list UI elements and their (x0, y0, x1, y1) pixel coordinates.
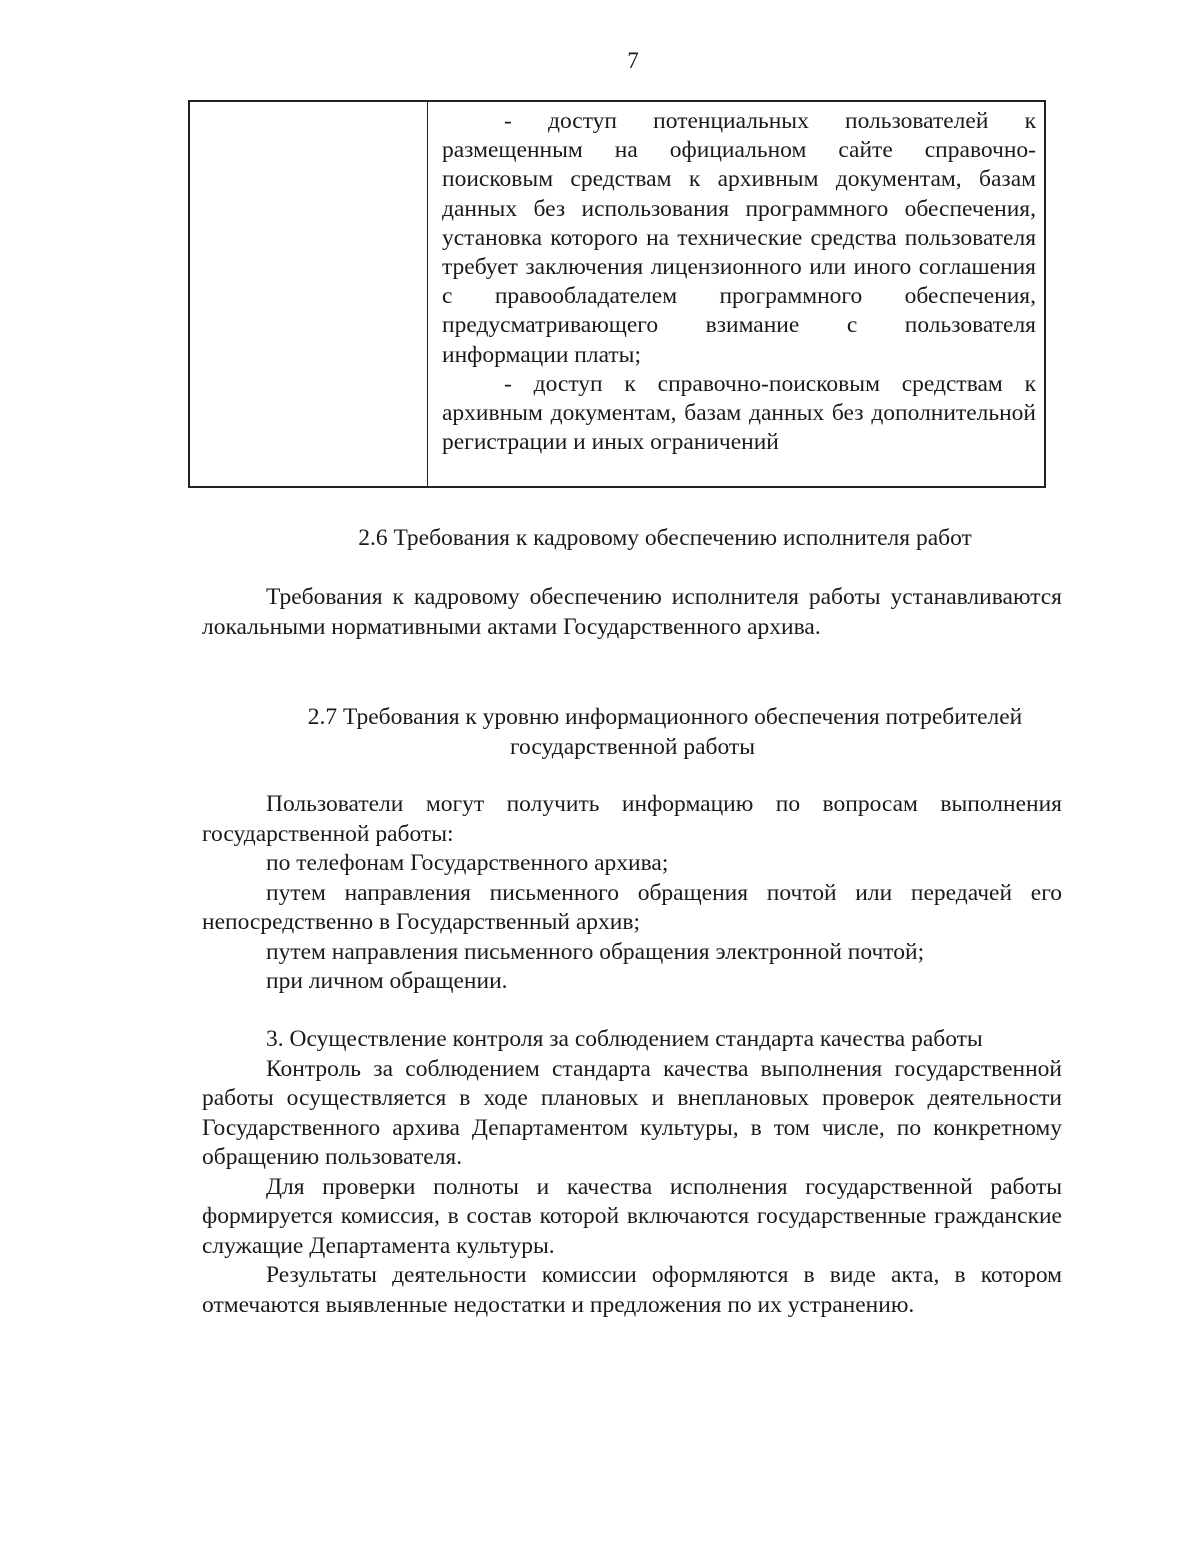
section-2-7-item-personal: при личном обращении. (266, 968, 508, 994)
section-2-7-intro: Пользователи могут получить информацию по вопросам выполнения государственной работы: (202, 791, 1062, 847)
section-2-6-heading: 2.6 Требования к кадровому обеспечению исполнителя работ (358, 525, 972, 551)
requirements-table (188, 100, 1046, 488)
section-2-7-item-phone: по телефонам Государственного архива; (266, 850, 669, 876)
table-right-cell (442, 107, 1036, 457)
section-2-6-paragraph: Требования к кадровому обеспечению исполнителя работы устанавливаются локальными нормативными актами Государственного архива. (202, 584, 1062, 640)
section-3-paragraph-commission: Для проверки полноты и качества исполнения государственной работы формируется комиссия, в состав которой включаются государственные гражданские служащие Департамента культуры. (202, 1173, 1062, 1259)
section-2-7-body (202, 790, 1062, 997)
section-2-7-item-letter: путем направления письменного обращения почтой или передачей его непосредственно в Государственный архив; (202, 879, 1062, 935)
section-3-heading: 3. Осуществление контроля за соблюдением стандарта качества работы (266, 1026, 983, 1052)
section-2-7-heading-line1: 2.7 Требования к уровню информационного обеспечения потребителей (307, 704, 1023, 730)
section-2-6-body (202, 583, 1062, 642)
table-item-search-access: - доступ к справочно-поисковым средствам к архивным документам, базам данных без дополнительной регистрации и иных ограничений (442, 370, 1036, 456)
section-3-paragraph-control: Контроль за соблюдением стандарта качества выполнения государственной работы осуществляется в ходе плановых и внеплановых проверок деятельности Государственного архива Департаментом культуры, в том числе, по конкретному обращению пользователя. (202, 1055, 1062, 1170)
section-3-body (202, 1025, 1062, 1320)
section-3-paragraph-results: Результаты деятельности комиссии оформляются в виде акта, в котором отмечаются выявленные недостатки и предложения по их устранению. (202, 1262, 1062, 1318)
table-item-site-access: - доступ потенциальных пользователей к размещенным на официальном сайте справочно-поисковым средствам к архивным документам, базам данных без использования программного обеспечения, установка которого на технические средства пользователя требует заключения лицензионного или иного соглашения с правообладателем программного обеспечения, предусматривающего взимание с пользователя информации платы; (442, 108, 1036, 368)
table-left-cell (190, 102, 428, 486)
section-2-7-item-email: путем направления письменного обращения электронной почтой; (266, 938, 925, 965)
page-number: 7 (627, 48, 639, 73)
section-2-7-heading-line2: государственной работы (510, 734, 755, 760)
